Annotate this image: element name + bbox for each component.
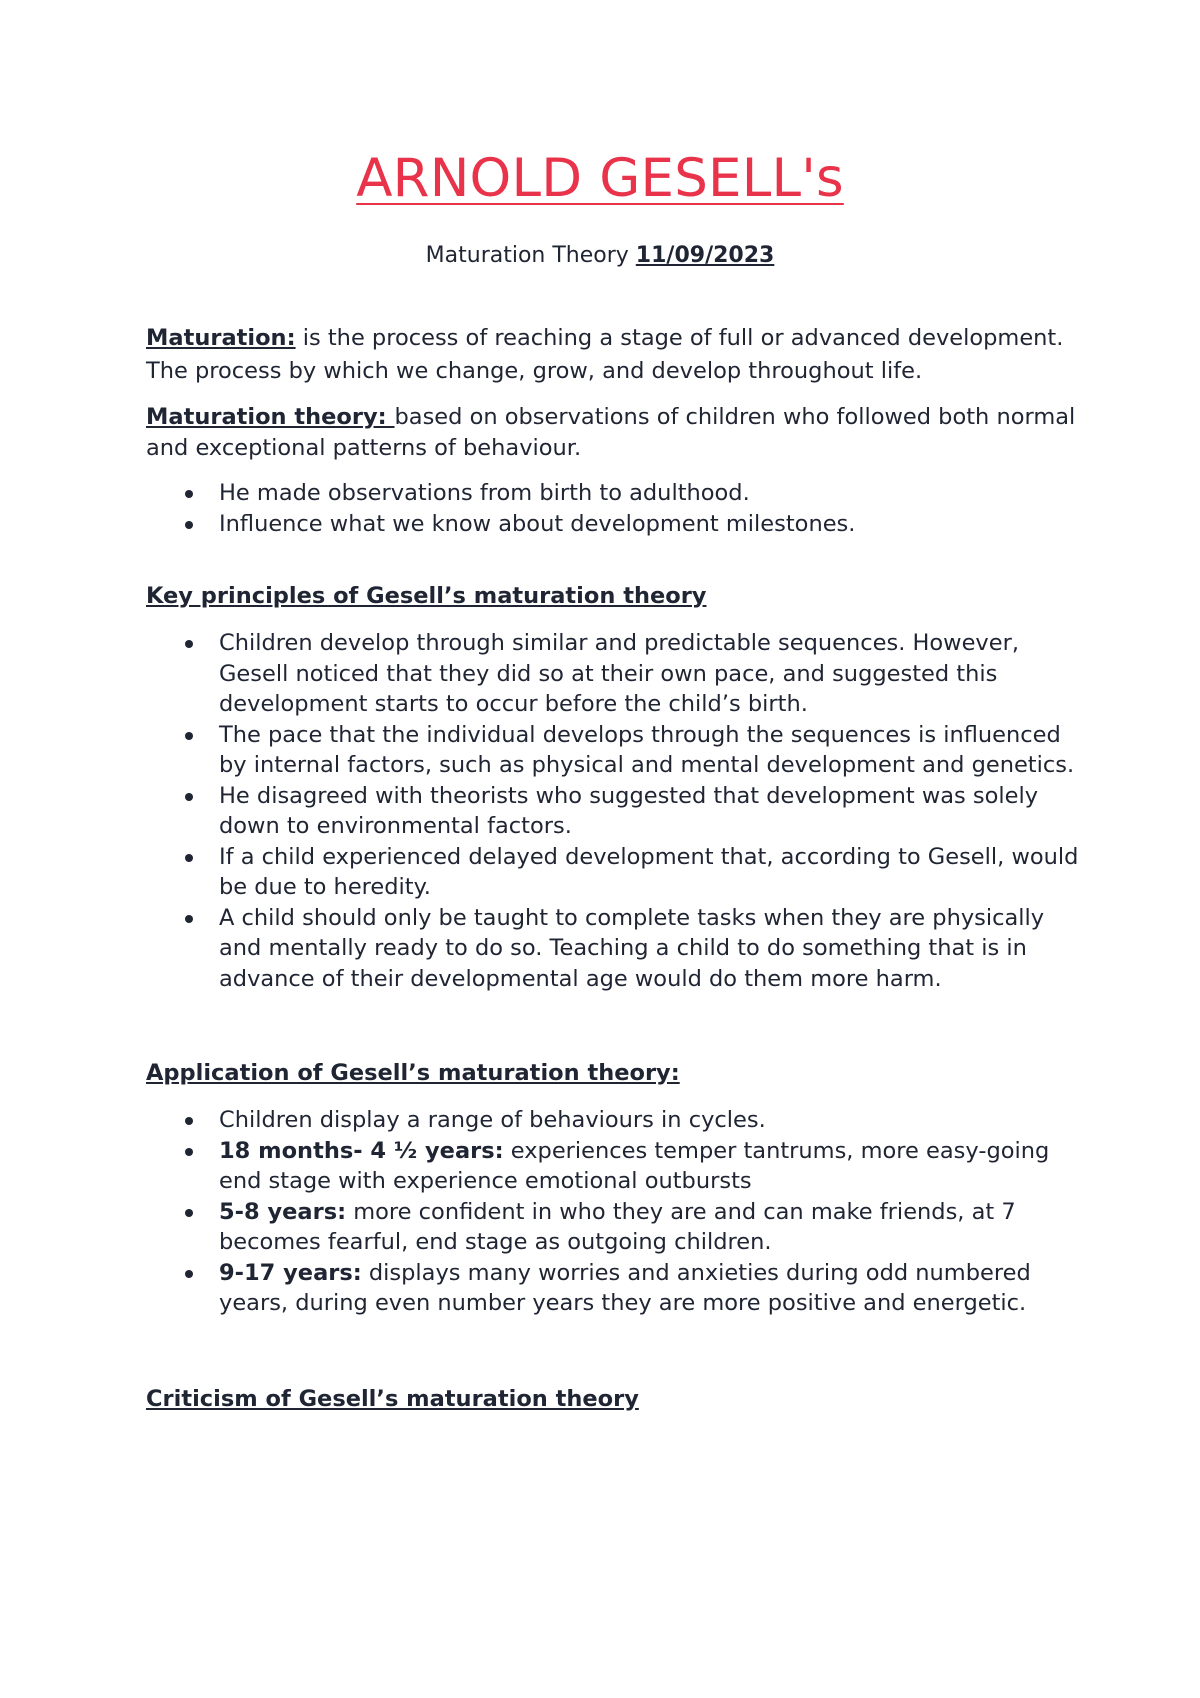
stage-label: 18 months- 4 ½ years: <box>219 1137 504 1164</box>
document-subtitle <box>0 243 1200 268</box>
stage-text: displays many worries and anxieties during odd numbered years, during even number years they are more positive and energetic. <box>219 1259 1031 1316</box>
maturation-definition <box>146 322 1080 388</box>
list-item: Influence what we know about development milestones. <box>219 509 1080 540</box>
list-item: He disagreed with theorists who suggested that development was solely down to environmental factors. <box>219 781 1080 842</box>
subtitle-date: 11/09/2023 <box>635 243 775 268</box>
maturation-text: is the process of reaching a stage of full or advanced development. The process by which we change, grow, and develop throughout life. <box>146 325 1064 384</box>
list-item <box>219 1258 1080 1319</box>
document-title: ARNOLD GESELL's <box>356 148 844 209</box>
stage-text: more confident in who they are and can make friends, at 7 becomes fearful, end stage as outgoing children. <box>219 1198 1016 1255</box>
key-principles-list <box>146 628 1080 994</box>
maturation-theory-label: Maturation theory: <box>146 404 395 430</box>
list-item: He made observations from birth to adulthood. <box>219 478 1080 509</box>
key-principles-heading: Key principles of Gesell’s maturation theory <box>146 583 707 609</box>
list-item: Children develop through similar and predictable sequences. However, Gesell noticed that they did so at their own pace, and suggested this development starts to occur before the child’s birth. <box>219 628 1080 720</box>
list-item: Children display a range of behaviours in cycles. <box>219 1105 1080 1136</box>
stage-text: experiences temper tantrums, more easy-going end stage with experience emotional outbursts <box>219 1137 1050 1194</box>
maturation-theory-definition <box>146 402 1080 464</box>
stage-label: 9-17 years: <box>219 1259 362 1286</box>
list-item <box>219 1136 1080 1197</box>
stage-label: 5-8 years: <box>219 1198 347 1225</box>
criticism-heading: Criticism of Gesell’s maturation theory <box>146 1385 639 1412</box>
document-body <box>146 322 1080 1416</box>
maturation-theory-text: based on observations of children who followed both normal and exceptional patterns of behaviour. <box>146 404 1076 461</box>
list-item: The pace that the individual develops through the sequences is influenced by internal factors, such as physical and mental development and genetics. <box>219 720 1080 781</box>
maturation-label: Maturation: <box>146 325 296 351</box>
application-heading: Application of Gesell’s maturation theory: <box>146 1060 680 1086</box>
list-item: If a child experienced delayed development that, according to Gesell, would be due to heredity. <box>219 842 1080 903</box>
list-item <box>219 1197 1080 1258</box>
list-item: A child should only be taught to complete tasks when they are physically and mentally ready to do so. Teaching a child to do something that is in advance of their developmental age would do them more harm. <box>219 903 1080 995</box>
maturation-theory-list <box>146 478 1080 539</box>
application-list <box>146 1105 1080 1319</box>
subtitle-text: Maturation Theory <box>425 243 636 268</box>
